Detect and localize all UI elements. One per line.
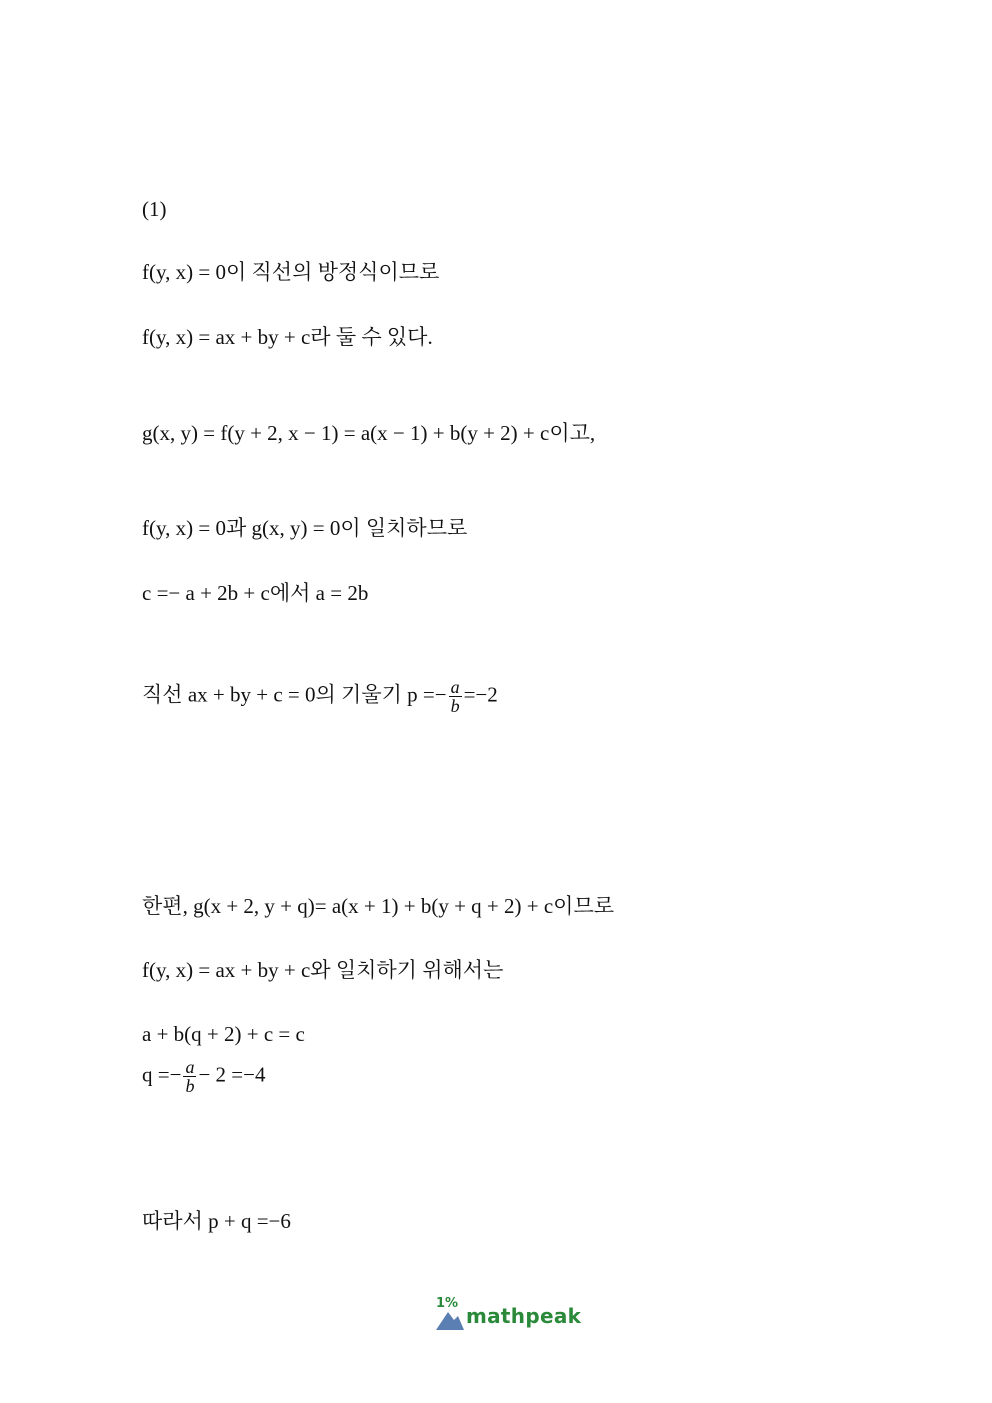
- fraction-a-over-b: [183, 1058, 196, 1095]
- fraction-numerator: a: [450, 677, 460, 697]
- problem-number: (1): [142, 197, 167, 221]
- solution-line-7: 한편, g(x + 2, y + q)= a(x + 1) + b(y + q + 2) + c이므로: [142, 894, 615, 918]
- logo-percent: 1%: [436, 1296, 459, 1311]
- solution-line-8: f(y, x) = ax + by + c와 일치하기 위해서는: [142, 958, 504, 982]
- slope-text: 직선 ax + by + c = 0의 기울기 p =−: [142, 682, 447, 707]
- fraction-a-over-b: [449, 678, 462, 715]
- q-text: q =−: [142, 1062, 182, 1087]
- fraction-numerator: a: [185, 1057, 195, 1077]
- solution-line-2: f(y, x) = ax + by + c라 둘 수 있다.: [142, 325, 433, 349]
- q-line: [142, 1058, 265, 1095]
- solution-line-5: c =− a + 2b + c에서 a = 2b: [142, 581, 369, 605]
- logo-name: mathpeak: [466, 1304, 582, 1328]
- q-result: − 2 =−4: [198, 1062, 266, 1087]
- solution-line-1: f(y, x) = 0이 직선의 방정식이므로: [142, 260, 440, 284]
- fraction-denominator: b: [185, 1076, 195, 1096]
- solution-line-4: f(y, x) = 0과 g(x, y) = 0이 일치하므로: [142, 516, 468, 540]
- slope-result: =−2: [463, 682, 498, 707]
- solution-line-3: g(x, y) = f(y + 2, x − 1) = a(x − 1) + b(y + 2) + c이고,: [142, 421, 596, 445]
- fraction-denominator: b: [450, 696, 460, 716]
- slope-line: [142, 678, 498, 715]
- final-answer: 따라서 p + q =−6: [142, 1209, 291, 1233]
- solution-line-9: a + b(q + 2) + c = c: [142, 1022, 305, 1046]
